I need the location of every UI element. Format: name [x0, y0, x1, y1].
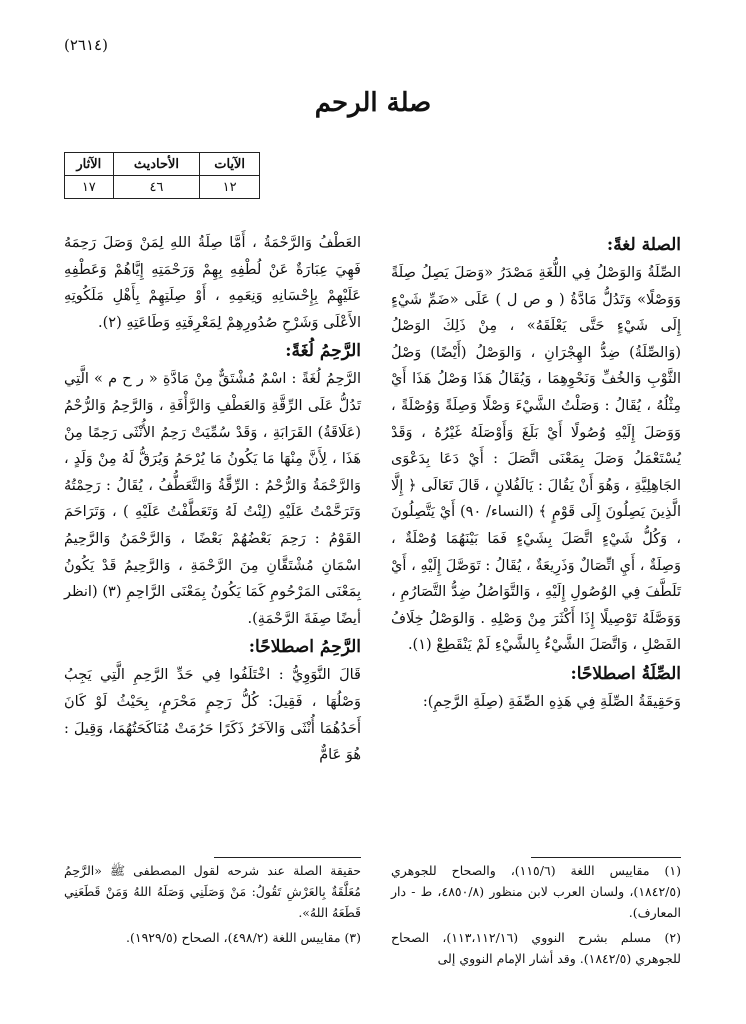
left-column	[64, 230, 361, 769]
right-column	[391, 230, 681, 716]
footnotes-right	[391, 860, 681, 973]
paragraph-rahim-istilah: قَالَ النَّوَوِيُّ : اخْتَلَفُوا فِي حَدِّ الرَّحِمِ الَّتِي يَجِبُ وَصْلُهَا ، فَقِيلَ: كُلُّ رَحِمٍ مَحْرَمٍ، بِحَيْثُ لَوْ كَانَ أَحَدُهُمَا أُنْثَى وَالآخَرُ ذَكَرًا حَرُمَتْ مُنَاكَحَتُهُمَا، وَقِيلَ : هُوَ عَامٌّ	[64, 667, 361, 764]
footnote-2: (٢) مسلم بشرح النووي (١١٣،١١٢/١٦)، الصحاح للجوهري (١٨٤٢/٥). وقد أشار الإمام النووي إلى	[391, 930, 681, 966]
header-athar: الآثار	[65, 153, 114, 176]
header-verses: الآيات	[200, 153, 260, 176]
section-heading-rahim-lughah: الرَّحِمُ لُغَةً:	[285, 341, 361, 362]
counts-table-value-row	[65, 176, 260, 199]
value-athar: ١٧	[65, 176, 114, 199]
page-number: (٢٦١٤)	[64, 36, 108, 54]
section-heading-rahim-istilah: الرَّحِمُ اصطلاحًا:	[248, 637, 361, 658]
paragraph-silah-lughah: الصِّلَةُ وَالوَصْلُ فِي اللُّغَةِ مَصْدَرُ «وَصَلَ يَصِلُ صِلَةً وَوَصْلًا» وَتَدُلُّ مَادَّةُ ( و ص ل ) عَلَى «ضَمِّ شَيْءٍ إِلَى شَيْءٍ حَتَّى يَعْلَقَهُ» ، مِنْ ذَلِكَ الوَصْلُ (وَالصِّلَةُ) ضِدُّ الهِجْرَانِ ، وَالوَصْلُ (أَيْضًا) وَصْلُ الثَّوْبِ وَالخُفِّ وَنَحْوِهِمَا ، وَيُقَالُ هَذَا وَصْلُ هَذَا أَيْ مِثْلُهُ ، يُقَالُ : وَصَلْتُ الشَّيْءَ وَصْلًا وَصِلَةً وَوُصْلَةً ، وَوَصَلَ إِلَيْهِ وُصُولًا أَيْ بَلَغَ وَأَوْصَلَهُ غَيْرُهُ ، وَقَدْ يُسْتَعْمَلُ وَصَلَ بِمَعْنَى اتَّصَلَ : أَيْ دَعَا بِدَعْوَى الجَاهِلِيَّةِ ، وَهُوَ أَنْ يَقُالَ : يَالَفُلانٍ ، قَالَ تَعَالَى ﴿ إِلَّا الَّذِينَ يَصِلُونَ إِلَى قَوْمٍ ﴾ (النساء/ ٩٠) أَيْ يَتَّصِلُونَ ، وَكُلُّ شَيْءٍ اتَّصَلَ بِشَيْءٍ فَمَا بَيْنَهُمَا وُصْلَةٌ ، وَصِلَةٌ ، أَيِ اتِّصَالٌ وَذَرِيعَةٌ ، يُقَالُ : تَوَصَّلَ إِلَيْهِ ، أَيْ تَلَطَّفَ فِي الوُصُولِ إِلَيْهِ ، وَالتَّوَاصُلُ ضِدُّ التَّصَارُمِ ، وَوَصَّلَهُ تَوْصِيلًا إِذَا أَكْثَرَ مِنْ وَصْلِهِ . وَالوَصْلُ خِلَافُ الفَصْلِ ، وَاتَّصَلَ الشَّيْءُ بِالشَّيْءِ لَمْ يَنْقَطِعْ (١).	[391, 265, 681, 654]
page-title: صلة الرحم	[314, 88, 432, 118]
value-verses: ١٢	[200, 176, 260, 199]
header-hadiths: الأحاديث	[113, 153, 200, 176]
paragraph-rahim-lughah: الرَّحِمُ لُغَةً : اسْمٌ مُشْتَقٌّ مِنْ مَادَّةِ « ر ح م » الَّتِي تَدُلُّ عَلَى الرِّقَّةِ وَالعَطْفِ وَالرَّأْفَةِ ، وَالرَّحِمُ وَالرُّحْمُ (عَلَاقَةُ) القَرَابَةِ ، وَقَدْ سُمِّيَتْ رَحِمُ الأُنْثَى رَحِمًا مِنْ هَذَا ، لِأَنَّ مِنْهَا مَا يَكُونُ مَا يُرْحَمُ وَيُرَقُّ لَهُ مِنْ وَلَدٍ ، وَالرَّحْمَةُ وَالرُّحْمُ : الرِّقَّةُ وَالتَّعَطُّفُ ، يُقَالُ : رَحِمْتُهُ وَتَرَحَّمْتُ عَلَيْهِ (لِنْتُ لَهُ وَتَعَطَّفْتُ عَلَيْهِ ) ، وَتَرَاحَمَ القَوْمُ : رَحِمَ بَعْضُهُمْ بَعْضًا ، وَالرَّحْمَنُ وَالرَّحِيمُ اسْمَانِ مُشْتَقَّانِ مِنَ الرَّحْمَةِ ، وَالرَّحِيمُ قَدْ يَكُونُ بِمَعْنَى المَرْحُومِ كَمَا يَكُونُ بِمَعْنَى الرَّاحِمِ (٣) (انظر أيضًا صِفَةَ الرَّحْمَةِ).	[64, 371, 361, 627]
footnote-2-continued: حقيقة الصلة عند شرحه لقول المصطفى ﷺ «الرَّحِمُ مُعَلَّقَةٌ بِالعَرْشِ تَقُولُ: مَنْ وَصَلَنِي وَصَلَهُ اللهُ وَمَنْ قَطَعَنِي قَطَعَهُ اللهُ».	[64, 863, 361, 920]
footnote-3: (٣) مقاييس اللغة (٤٩٨/٢)، الصحاح (١٩٢٩/٥).	[126, 930, 361, 945]
footnote-divider-right	[531, 857, 681, 858]
counts-table	[64, 152, 260, 199]
footnote-divider-left	[214, 857, 361, 858]
paragraph-silah-istilah: وَحَقِيقَةُ الصِّلَةِ فِي هَذِهِ الصِّفَةِ (صِلَةِ الرَّحِمِ):	[422, 693, 681, 710]
footnotes-left	[64, 860, 361, 952]
section-heading-silah-lughah: الصلة لغةً:	[606, 235, 681, 255]
value-hadiths: ٤٦	[113, 176, 200, 199]
footnote-1: (١) مقاييس اللغة (١١٥/٦)، والصحاح للجوهري (١٨٤٢/٥)، ولسان العرب لابن منظور (٤٨٥٠/٨، ط - دار المعارف).	[391, 863, 681, 920]
section-heading-silah-istilah: الصِّلَةُ اصطلاحًا:	[570, 663, 681, 684]
counts-table-header-row	[65, 153, 260, 176]
paragraph-silah-continued: العَطْفُ وَالرَّحْمَةُ ، أَمَّا صِلَةُ اللهِ لِمَنْ وَصَلَ رَحِمَهُ فَهِيَ عِبَارَةٌ عَنْ لُطْفِهِ بِهِمْ وَرَحْمَتِهِ إِيَّاهُمْ وَعَطْفِهِ عَلَيْهِمْ بِإِحْسَانِهِ وَنِعَمِهِ ، أَوْ صِلَتِهِمْ بِأَهْلِ مَلَكُوتِهِ الأَعْلَى وَشَرْحِ صُدُورِهِمْ لِمَعْرِفَتِهِ وَطَاعَتِهِ (٢).	[64, 235, 361, 331]
